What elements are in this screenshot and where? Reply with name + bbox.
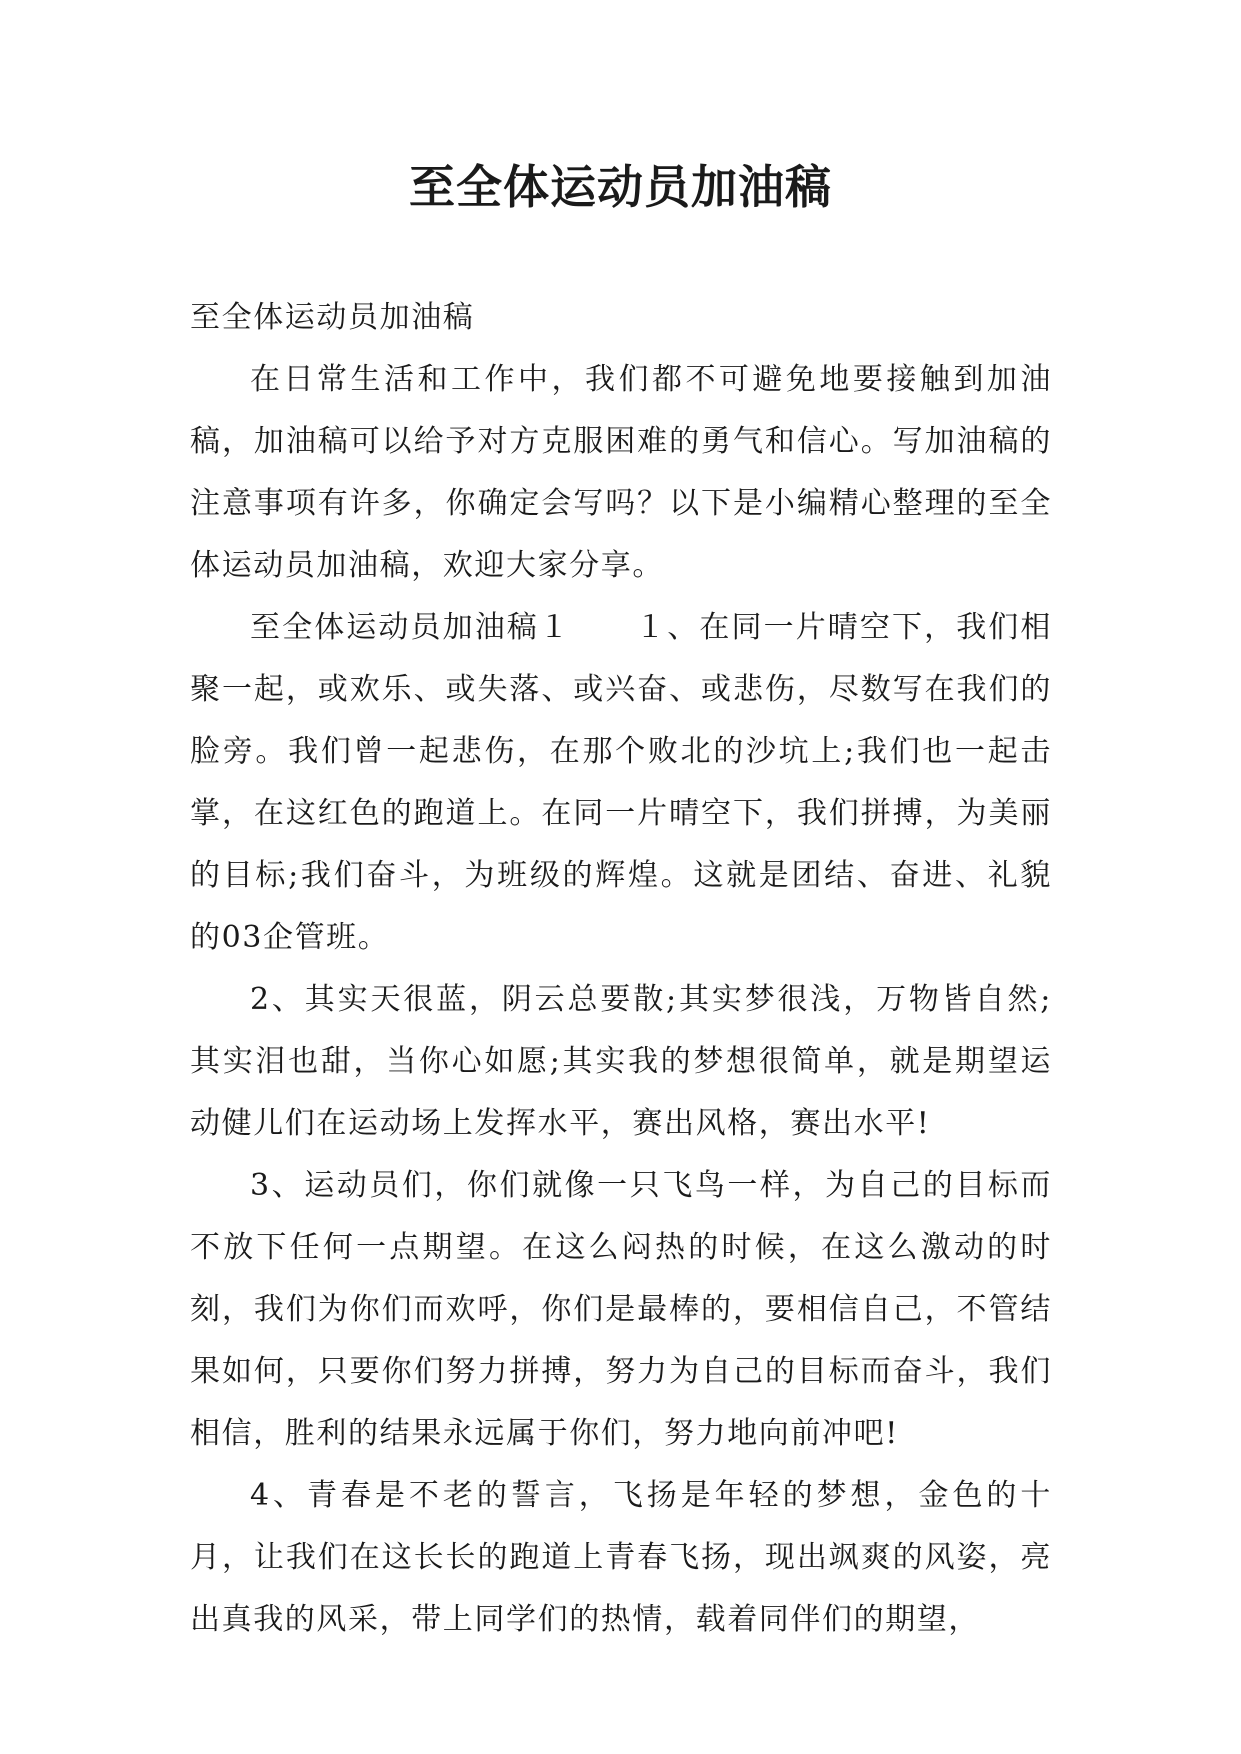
paragraph-2: 2、其实天很蓝，阴云总要散;其实梦很浅，万物皆自然;其实泪也甜，当你心如愿;其实我的梦想很简单，就是期望运动健儿们在运动场上发挥水平，赛出风格，赛出水平! <box>190 982 1052 1141</box>
paragraph-3: 3、运动员们，你们就像一只飞鸟一样，为自己的目标而不放下任何一点期望。在这么闷热的时候，在这么激动的时刻，我们为你们而欢呼，你们是最棒的，要相信自己，不管结果如何，只要你们努力拼搏，努力为自己的目标而奋斗，我们相信，胜利的结果永远属于你们，努力地向前冲吧! <box>190 1168 1052 1451</box>
document-subtitle: 至全体运动员加油稿 <box>190 300 475 335</box>
paragraph-intro: 在日常生活和工作中，我们都不可避免地要接触到加油稿，加油稿可以给予对方克服困难的勇气和信心。写加油稿的注意事项有许多，你确定会写吗？以下是小编精心整理的至全体运动员加油稿，欢迎大家分享。 <box>190 362 1052 583</box>
document-body <box>190 287 1052 1651</box>
paragraph-1: 至全体运动员加油稿１ １、在同一片晴空下，我们相聚一起，或欢乐、或失落、或兴奋、或悲伤，尽数写在我们的脸旁。我们曾一起悲伤，在那个败北的沙坑上;我们也一起击掌，在这红色的跑道上。在同一片晴空下，我们拼搏，为美丽的目标;我们奋斗，为班级的辉煌。这就是团结、奋进、礼貌的03企管班。 <box>190 610 1052 955</box>
document-title: 至全体运动员加油稿 <box>409 160 832 214</box>
paragraph-4: 4、青春是不老的誓言，飞扬是年轻的梦想，金色的十月，让我们在这长长的跑道上青春飞扬，现出飒爽的风姿，亮出真我的风采，带上同学们的热情，载着同伴们的期望， <box>190 1478 1052 1637</box>
